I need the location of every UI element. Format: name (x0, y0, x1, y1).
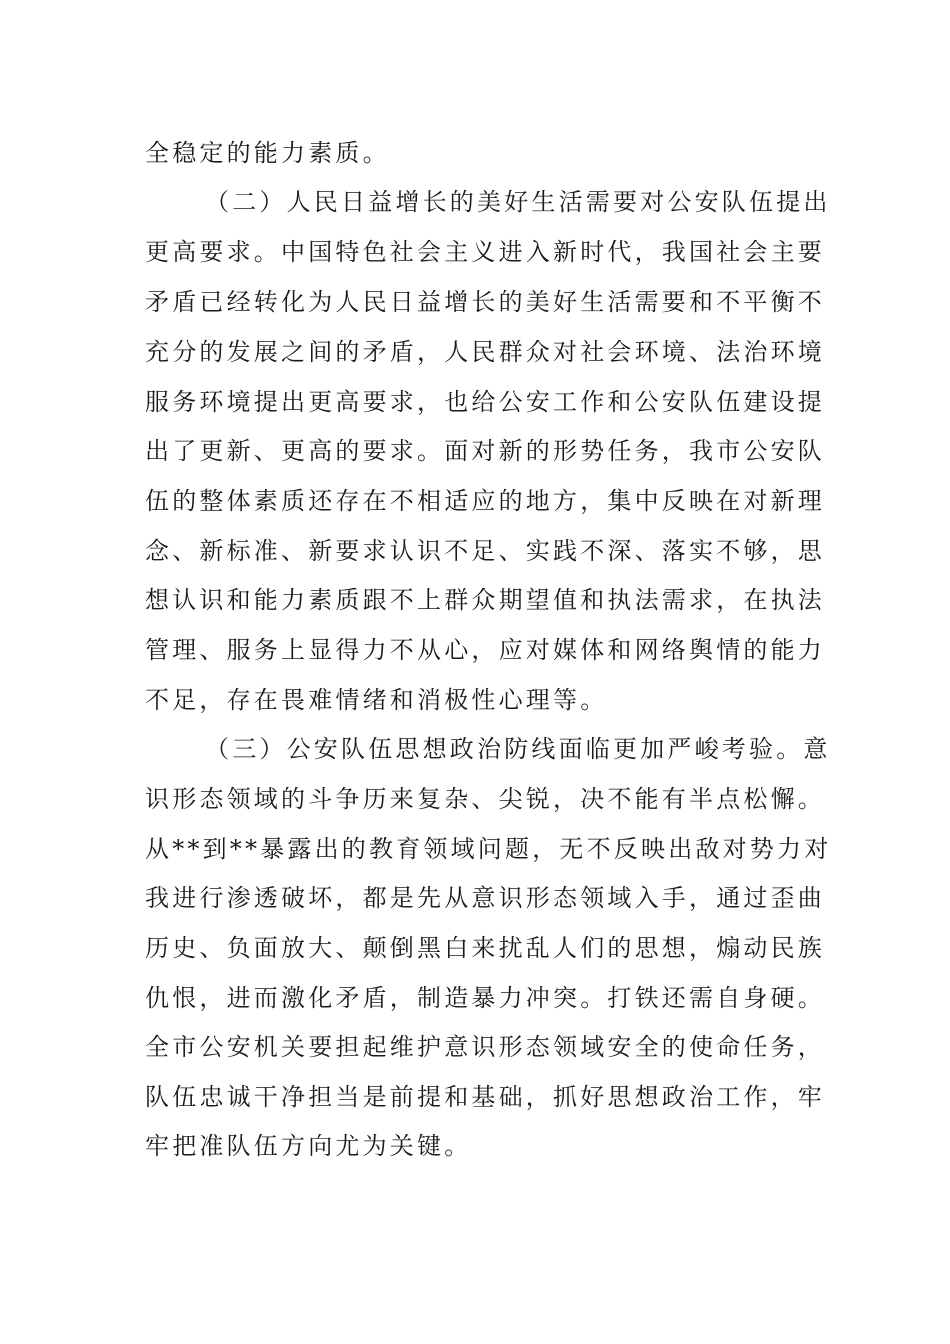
text-line: 矛盾已经转化为人民日益增长的美好生活需要和不平衡不 (145, 288, 825, 316)
text-line: 不足，存在畏难情绪和消极性心理等。 (145, 686, 608, 714)
text-line: 全稳定的能力素质。 (145, 139, 390, 167)
text-line: 念、新标准、新要求认识不足、实践不深、落实不够，思 (145, 537, 825, 565)
text-line: 识形态领域的斗争历来复杂、尖锐，决不能有半点松懈。 (145, 785, 825, 813)
text-line: 伍的整体素质还存在不相适应的地方，集中反映在对新理 (145, 487, 825, 515)
text-line: 历史、负面放大、颠倒黑白来扰乱人们的思想，煽动民族 (145, 934, 825, 962)
paragraph-3-heading-line: （三）公安队伍思想政治防线面临更加严峻考验。意 (205, 735, 831, 763)
text-line: 更高要求。中国特色社会主义进入新时代，我国社会主要 (145, 238, 825, 266)
text-line: 我进行渗透破坏，都是先从意识形态领域入手，通过歪曲 (145, 884, 825, 912)
text-line: 全市公安机关要担起维护意识形态领域安全的使命任务， (145, 1033, 825, 1061)
text-line: 充分的发展之间的矛盾，人民群众对社会环境、法治环境 (145, 338, 825, 366)
text-line: 从**到**暴露出的教育领域问题，无不反映出敌对势力对 (145, 835, 832, 863)
paragraph-2-heading-line: （二）人民日益增长的美好生活需要对公安队伍提出 (205, 188, 831, 216)
text-line: 队伍忠诚干净担当是前提和基础，抓好思想政治工作，牢 (145, 1083, 825, 1111)
text-line: 仇恨，进而激化矛盾，制造暴力冲突。打铁还需自身硬。 (145, 984, 825, 1012)
text-line: 管理、服务上显得力不从心，应对媒体和网络舆情的能力 (145, 636, 825, 664)
text-line: 想认识和能力素质跟不上群众期望值和执法需求，在执法 (145, 586, 825, 614)
text-line: 出了更新、更高的要求。面对新的形势任务，我市公安队 (145, 437, 825, 465)
text-line: 牢把准队伍方向尤为关键。 (145, 1132, 472, 1160)
text-line: 服务环境提出更高要求，也给公安工作和公安队伍建设提 (145, 388, 825, 416)
